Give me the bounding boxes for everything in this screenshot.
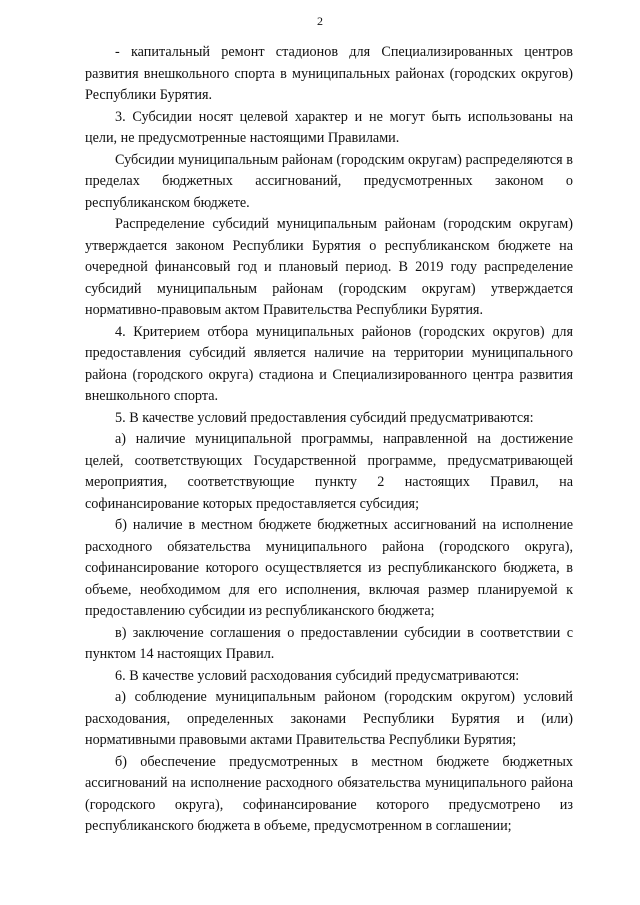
paragraph-item-4: 4. Критерием отбора муниципальных районов (городских округов) для предоставления субсидий является наличие на территории муниципального района (городского округа) стадиона и Специализированного центра развития внешкольного спорта. bbox=[85, 323, 573, 404]
paragraph-stadium-repair: - капитальный ремонт стадионов для Специализированных центров развития внешкольного спорта в муниципальных районах (городских округов) Республики Бурятия. bbox=[85, 44, 573, 103]
page-number: 2 bbox=[317, 14, 323, 28]
paragraph-item-5c: в) заключение соглашения о предоставлении субсидии в соответствии с пунктом 14 настоящих Правил. bbox=[85, 624, 573, 662]
paragraph-item-6b: б) обеспечение предусмотренных в местном бюджете бюджетных ассигнований на исполнение расходного обязательства муниципального района (городского округа), софинансирование которого предусмотрено из республиканского бюджета в объеме, предусмотренном в соглашении; bbox=[85, 753, 573, 834]
paragraph-item-5: 5. В качестве условий предоставления субсидий предусматриваются: bbox=[115, 409, 534, 426]
document-body bbox=[85, 42, 573, 838]
paragraph-item-5a: а) наличие муниципальной программы, направленной на достижение целей, соответствующих Государственной программе, предусматривающей мероприятия, соответствующие пункту 2 настоящих Правил, на софинансирование которых предоставляется субсидия; bbox=[85, 431, 573, 512]
paragraph-item-5b: б) наличие в местном бюджете бюджетных ассигнований на исполнение расходного обязательства муниципального района (городского округа), софинансирование которого осуществляется из республиканского бюджета, в объеме, необходимом для его исполнения, включая размер планируемой к предоставлению субсидии из республиканского бюджета; bbox=[85, 517, 573, 619]
paragraph-subsidy-distribution: Распределение субсидий муниципальным районам (городским округам) утверждается законом Республики Бурятия о республиканском бюджете на очередной финансовый год и плановый период. В 2019 году распределение субсидий муниципальным районам (городским округам) утверждается нормативно-правовым актом Правительства Республики Бурятия. bbox=[85, 216, 573, 318]
paragraph-item-6a: а) соблюдение муниципальным районом (городским округом) условий расходования, определенных законами Республики Бурятия и (или) нормативными правовыми актами Правительства Республики Бурятия; bbox=[85, 689, 573, 748]
paragraph-item-6: 6. В качестве условий расходования субсидий предусматриваются: bbox=[115, 667, 520, 684]
paragraph-subsidy-limits: Субсидии муниципальным районам (городским округам) распределяются в пределах бюджетных ассигнований, предусмотренных законом о республиканском бюджете. bbox=[85, 151, 573, 211]
paragraph-item-3: 3. Субсидии носят целевой характер и не могут быть использованы на цели, не предусмотренные настоящими Правилами. bbox=[85, 108, 573, 146]
